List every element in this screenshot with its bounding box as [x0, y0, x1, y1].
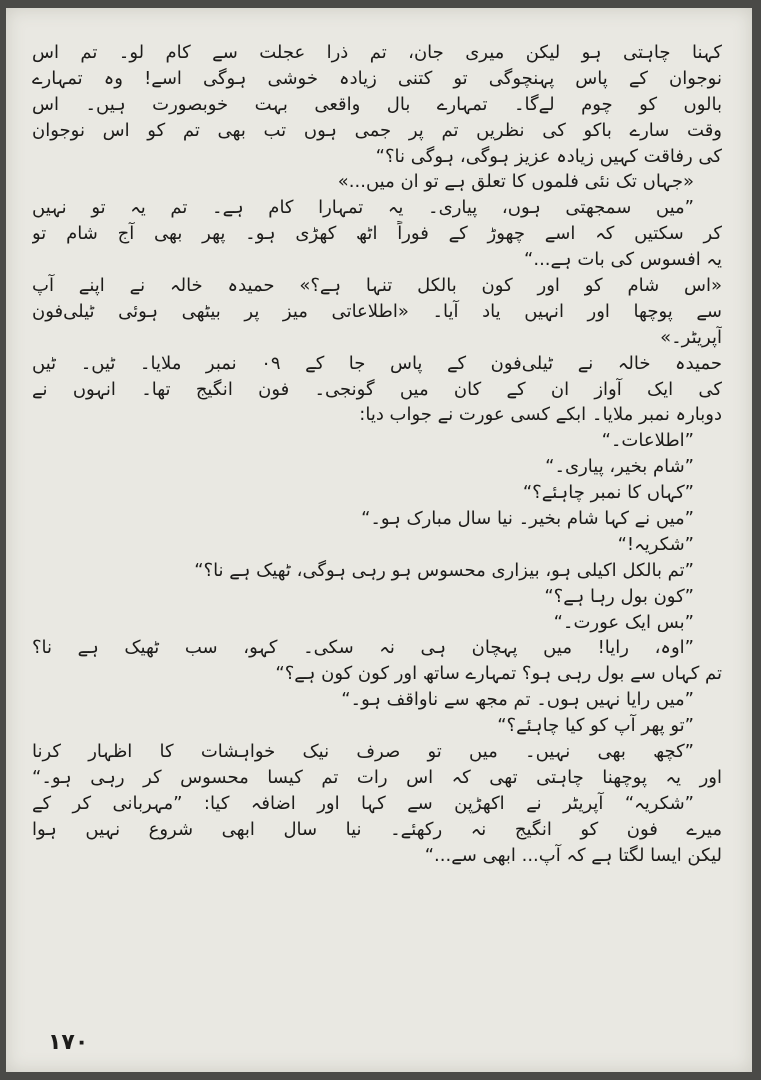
text-line: اور یہ پوچھنا چاہتی تھی کہ اس رات تم کیسا محسوس کر رہی ہو۔“: [32, 766, 722, 788]
body-text: [32, 40, 722, 869]
page-number: ۱۷۰: [48, 1030, 89, 1055]
text-line: آپریٹر۔»: [660, 326, 722, 348]
text-line: ”میں نے کہا شام بخیر۔ نیا سال مبارک ہو۔“: [361, 508, 694, 530]
text-line: یہ افسوس کی بات ہے...“: [524, 249, 722, 271]
text-line: میرے فون کو انگیج نہ رکھئے۔ نیا سال ابھی شروع نہیں ہوا: [32, 818, 722, 840]
text-line: «جہاں تک نئی فلموں کا تعلق ہے تو ان میں...»: [337, 171, 694, 193]
text-line: حمیدہ خالہ نے ٹیلی‌فون کے پاس جا کے ۰۹ نمبر ملایا۔ ٹیں۔ ٹیں: [32, 352, 722, 374]
text-line: ”اطلاعات۔“: [601, 430, 694, 452]
text-line: ”کچھ بھی نہیں۔ میں تو صرف نیک خواہشات کا اظہار کرنا: [32, 741, 694, 763]
text-line: ”میں سمجھتی ہوں، پیاری۔ یہ تمہارا کام ہے۔ تم یہ تو نہیں: [32, 197, 694, 219]
text-line: لیکن ایسا لگتا ہے کہ آپ... ابھی سے...“: [424, 844, 722, 866]
text-line: نوجوان کے پاس پہنچوگی تو کتنی زیادہ خوشی ہوگی اسے! وہ تمہارے: [32, 67, 722, 89]
text-line: ”تم بالکل اکیلی ہو، بیزاری محسوس ہو رہی ہوگی، ٹھیک ہے نا؟“: [194, 559, 694, 581]
book-page: [6, 8, 752, 1072]
text-line: ”کہاں کا نمبر چاہئے؟“: [522, 482, 694, 504]
text-line: ”اوہ، رایا! میں پہچان ہی نہ سکی۔ کہو، سب ٹھیک ہے نا؟: [32, 637, 694, 659]
text-line: کی ایک آواز ان کے کان میں گونجی۔ فون انگیج تھا۔ انہوں نے: [32, 378, 722, 400]
text-line: «اس شام کو اور کون بالکل تنہا ہے؟» حمیدہ خالہ نے اپنے آپ: [32, 275, 722, 297]
text-line: کی رفاقت کہیں زیادہ عزیز ہوگی، ہوگی نا؟“: [375, 145, 722, 167]
text-line: وقت سارے باکو کی نظریں تم پر جمی ہوں تب بھی تم کو اس نوجوان: [32, 119, 722, 141]
text-line: ”تو پھر آپ کو کیا چاہئے؟“: [497, 715, 694, 737]
text-line: سے پوچھا اور انہیں یاد آیا۔ «اطلاعاتی میز پر بیٹھی ہوئی ٹیلی‌فون: [32, 300, 722, 322]
text-line: ”شکریہ!“: [617, 533, 694, 555]
text-line: ”شکریہ“ آپریٹر نے اکھڑپن سے کہا اور اضافہ کیا: ”مہربانی کر کے: [32, 792, 694, 814]
text-line: بالوں کو چوم لےگا۔ تمہارے بال واقعی بہت خوبصورت ہیں۔ اس: [32, 93, 722, 115]
text-line: کہنا چاہتی ہو لیکن میری جان، تم ذرا عجلت سے کام لو۔ تم اس: [32, 42, 722, 63]
text-line: ”بس ایک عورت۔“: [553, 611, 694, 633]
text-line: ”شام بخیر، پیاری۔“: [545, 456, 694, 478]
text-line: تم کہاں سے بول رہی ہو؟ تمہارے ساتھ اور کون کون ہے؟“: [275, 663, 722, 685]
text-line: دوبارہ نمبر ملایا۔ ابکے کسی عورت نے جواب دیا:: [359, 404, 722, 426]
text-line: ”میں رایا نہیں ہوں۔ تم مجھ سے ناواقف ہو۔“: [341, 689, 694, 711]
text-line: ”کون بول رہا ہے؟“: [544, 585, 694, 607]
text-line: کر سکتیں کہ اسے چھوڑ کے فوراً اٹھ کھڑی ہو۔ پھر بھی آج شام تو: [32, 223, 722, 245]
